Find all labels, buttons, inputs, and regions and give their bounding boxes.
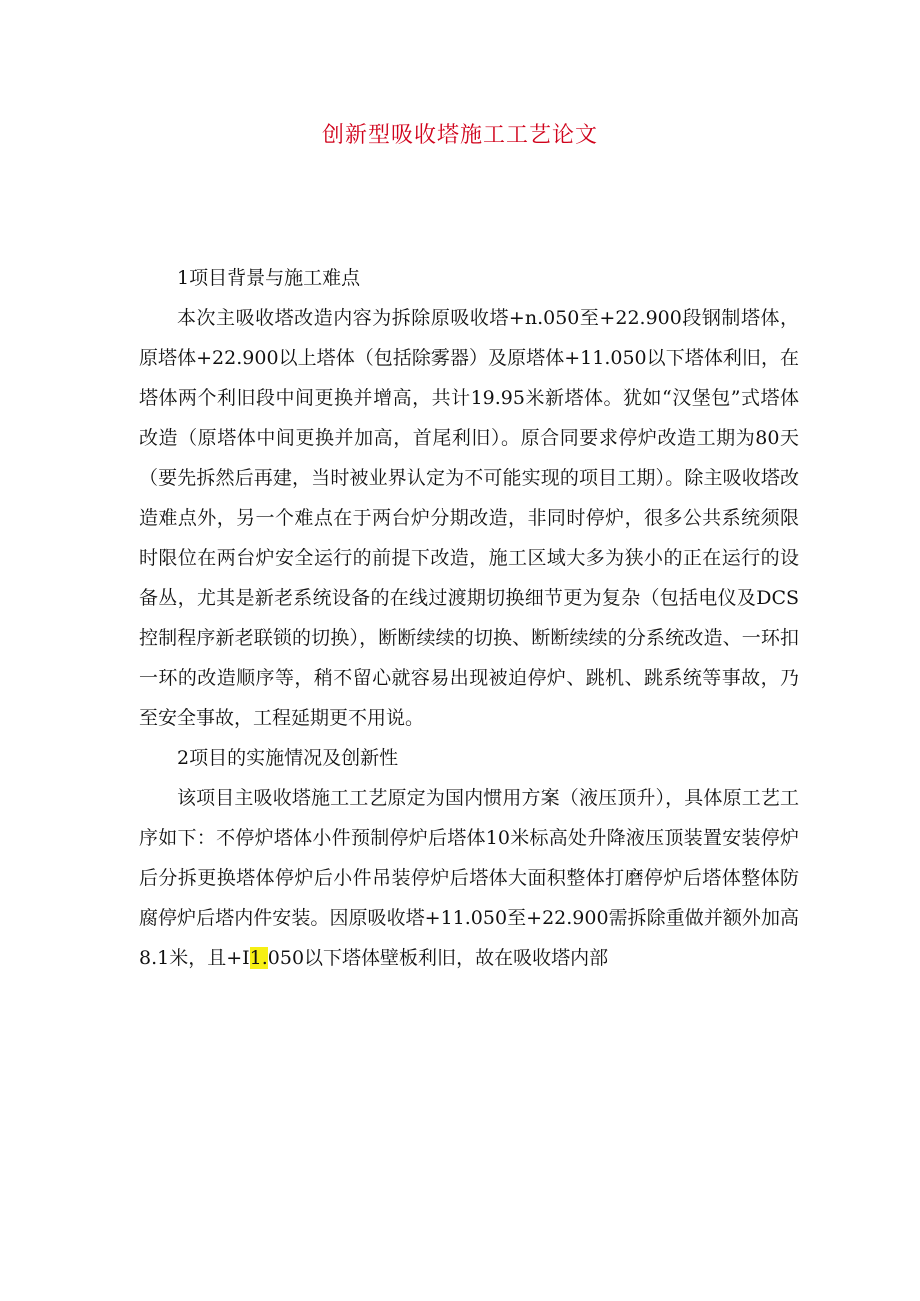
paragraph-text: 该项目主吸收塔施工工艺原定为国内惯用方案（液压顶升），具体原工艺工序如下：不停炉塔体小件预制停炉后塔体10米标高处升降液压顶装置安装停炉后分拆更换塔体停炉后小件吊装停炉后塔体大面积整体打磨停炉后塔体整体防腐停炉后塔内件安装。因原吸收塔+11.050至+22.900需拆除重做并额外加高8.1米，且+I [139, 787, 799, 969]
section-paragraph-2 [139, 778, 799, 978]
section-heading-1: 1项目背景与施工难点 [177, 267, 361, 289]
document-title: 创新型吸收塔施工工艺论文 [321, 123, 598, 148]
document-body [139, 258, 799, 978]
section-heading-2: 2项目的实施情况及创新性 [177, 747, 399, 769]
paragraph-text-continued: 050以下塔体壁板利旧，故在吸收塔内部 [267, 947, 609, 969]
section-paragraph-1: 本次主吸收塔改造内容为拆除原吸收塔+n.050至+22.900段钢制塔体，原塔体+22.900以上塔体（包括除雾器）及原塔体+11.050以下塔体利旧，在塔体两个利旧段中间更换并增高，共计19.95米新塔体。犹如“汉堡包”式塔体改造（原塔体中间更换并加高，首尾利旧）。原合同要求停炉改造工期为80天（要先拆然后再建，当时被业界认定为不可能实现的项目工期）。除主吸收塔改造难点外，另一个难点在于两台炉分期改造，非同时停炉，很多公共系统须限时限位在两台炉安全运行的前提下改造，施工区域大多为狭小的正在运行的设备丛，尤其是新老系统设备的在线过渡期切换细节更为复杂（包括电仪及DCS控制程序新老联锁的切换），断断续续的切换、断断续续的分系统改造、一环扣一环的改造顺序等，稍不留心就容易出现被迫停炉、跳机、跳系统等事故，乃至安全事故，工程延期更不用说。 [139, 307, 799, 729]
highlighted-text: 1. [249, 947, 268, 969]
